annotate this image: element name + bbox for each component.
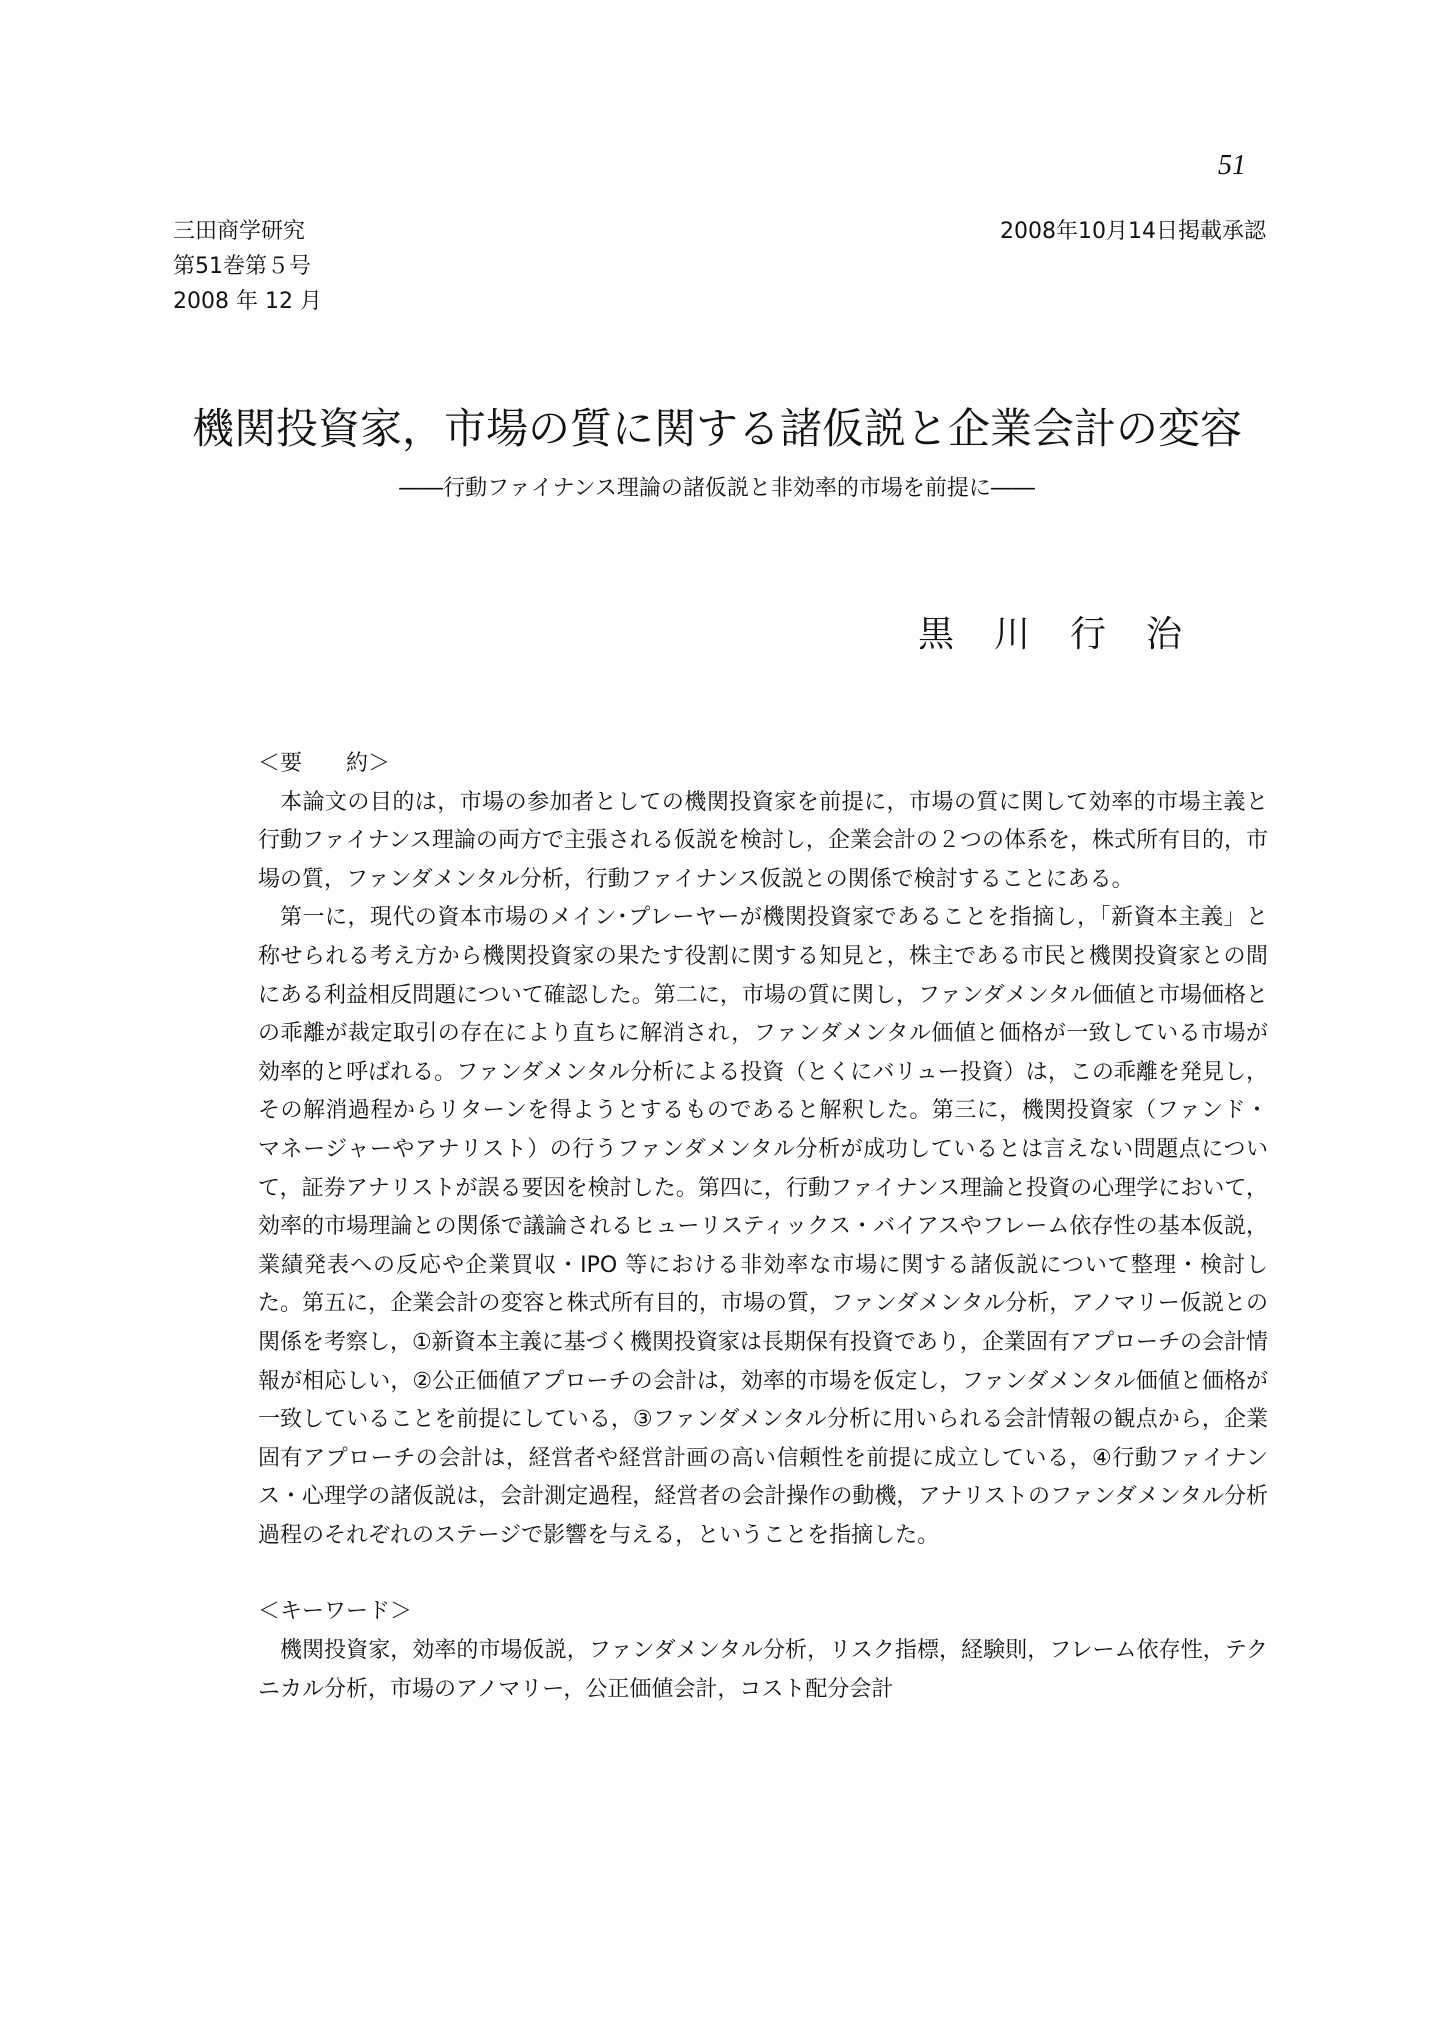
paper-title: 機関投資家，市場の質に関する諸仮説と企業会計の変容 [191,404,1242,453]
journal-date: 2008 年 12 月 [173,289,322,314]
keywords-heading: ＜キーワード＞ [258,1599,413,1625]
main-content [258,745,1268,1709]
author-name: 黒川行治 [917,614,1222,655]
journal-info [173,214,322,319]
abstract-paragraph: 第一に，現代の資本市場のメイン･プレーヤーが機関投資家であることを指摘し，「新資本主義」と称せられる考え方から機関投資家の果たす役割に関する知見と，株主である市民と機関投資家との間にある利益相反問題について確認した。第二に，市場の質に関し，ファンダメンタル価値と市場価格との乖離が裁定取引の存在により直ちに解消され，ファンダメンタル価値と価格が一致している市場が効率的と呼ばれる。ファンダメンタル分析による投資（とくにバリュー投資）は，この乖離を発見し，その解消過程からリターンを得ようとするものであると解釈した。第三に，機関投資家（ファンド・マネージャーやアナリスト）の行うファンダメンタル分析が成功しているとは言えない問題点について，証券アナリストが誤る要因を検討した。第四に，行動ファイナンス理論と投資の心理学において，効率的市場理論との関係で議論されるヒューリスティックス・バイアスやフレーム依存性の基本仮説，業績発表への反応や企業買収・IPO 等における非効率な市場に関する諸仮説について整理・検討した。第五に，企業会計の変容と株式所有目的，市場の質，ファンダメンタル分析，アノマリー仮説との関係を考察し，①新資本主義に基づく機関投資家は長期保有投資であり，企業固有アプローチの会計情報が相応しい，②公正価値アプローチの会計は，効率的市場を仮定し，ファンダメンタル価値と価格が一致していることを前提にしている，③ファンダメンタル分析に用いられる会計情報の観点から，企業固有アプローチの会計は，経営者や経営計画の高い信頼性を前提に成立している，④行動ファイナンス・心理学の諸仮説は，会計測定過程，経営者の会計操作の動機，アナリストのファンダメンタル分析過程のそれぞれのステージで影響を与える，ということを指摘した。 [258,905,1268,1548]
journal-volume: 第51巻第５号 [173,254,311,279]
paper-subtitle: ――行動ファイナンス理論の諸仮説と非効率的市場を前提に―― [399,476,1035,501]
section-gap [258,1555,1268,1593]
keywords-text: 機関投資家，効率的市場仮説，ファンダメンタル分析，リスク指標，経験則，フレーム依存性，テクニカル分析，市場のアノマリー，公正価値会計，コスト配分会計 [258,1638,1268,1702]
abstract-heading: ＜要 約＞ [258,751,391,776]
journal-name: 三田商学研究 [173,219,306,244]
approval-date: 2008年10月14日掲載承認 [1000,219,1266,244]
page-number: 51 [1218,150,1246,181]
abstract-paragraph: 本論文の目的は，市場の参加者としての機関投資家を前提に，市場の質に関して効率的市場主義と行動ファイナンス理論の両方で主張される仮説を検討し，企業会計の２つの体系を，株式所有目的，市場の質，ファンダメンタル分析，行動ファイナンス仮説との関係で検討することにある。 [258,789,1268,892]
